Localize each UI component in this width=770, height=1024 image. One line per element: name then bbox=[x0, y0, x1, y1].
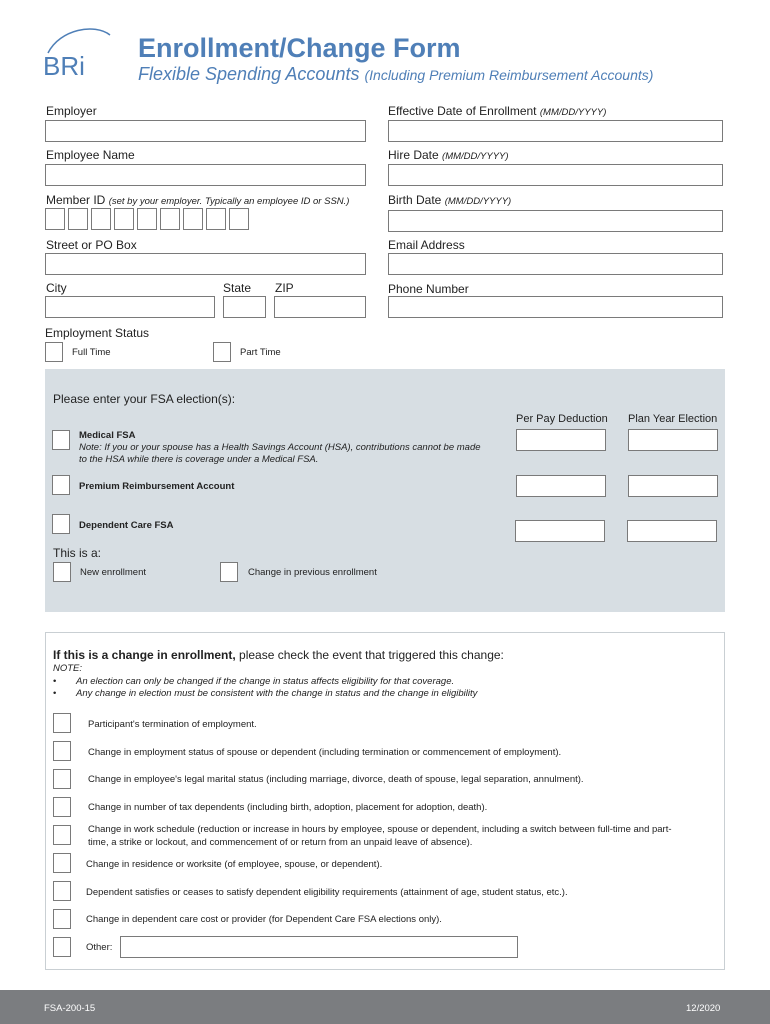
change-previous-checkbox[interactable] bbox=[220, 562, 238, 582]
dependent-care-label: Dependent Care FSA bbox=[79, 520, 174, 531]
employment-status-label: Employment Status bbox=[45, 326, 150, 340]
note-bullet-1: • bbox=[53, 676, 57, 687]
medical-per-pay-input[interactable] bbox=[516, 429, 606, 451]
street-label: Street or PO Box bbox=[46, 238, 137, 252]
medical-fsa-checkbox[interactable] bbox=[52, 430, 70, 450]
hire-date-input[interactable] bbox=[388, 164, 723, 186]
full-time-label: Full Time bbox=[72, 347, 111, 358]
birth-date-label: Birth Date (MM/DD/YYYY) bbox=[388, 193, 512, 207]
new-enrollment-label: New enrollment bbox=[80, 567, 146, 578]
event-termination-label: Participant's termination of employment. bbox=[88, 719, 257, 730]
employee-name-input[interactable] bbox=[45, 164, 366, 186]
note-bullet-2: • bbox=[53, 688, 57, 699]
event-residence-checkbox[interactable] bbox=[53, 853, 71, 873]
street-input[interactable] bbox=[45, 253, 366, 275]
logo-swoosh bbox=[40, 25, 120, 85]
event-residence-label: Change in residence or worksite (of employee, spouse, or dependent). bbox=[86, 859, 383, 870]
email-input[interactable] bbox=[388, 253, 723, 275]
new-enrollment-checkbox[interactable] bbox=[53, 562, 71, 582]
effective-date-input[interactable] bbox=[388, 120, 723, 142]
note-label: NOTE: bbox=[53, 663, 83, 674]
dependent-per-pay-input[interactable] bbox=[515, 520, 605, 542]
state-label: State bbox=[223, 281, 252, 295]
event-marital-status-checkbox[interactable] bbox=[53, 769, 71, 789]
part-time-label: Part Time bbox=[240, 347, 281, 358]
premium-reimbursement-label: Premium Reimbursement Account bbox=[79, 481, 235, 492]
member-id-digit[interactable] bbox=[45, 208, 65, 230]
event-dependent-care-cost-checkbox[interactable] bbox=[53, 909, 71, 929]
event-termination-checkbox[interactable] bbox=[53, 713, 71, 733]
this-is-a-label: This is a: bbox=[53, 546, 102, 560]
medical-fsa-label: Medical FSA bbox=[79, 430, 136, 441]
dependent-care-checkbox[interactable] bbox=[52, 514, 70, 534]
member-id-label: Member ID (set by your employer. Typically an employee ID or SSN.) bbox=[46, 193, 350, 207]
event-employment-status-label: Change in employment status of spouse or dependent (including termination or commencement of employment). bbox=[88, 747, 562, 758]
birth-date-input[interactable] bbox=[388, 210, 723, 232]
zip-label: ZIP bbox=[275, 281, 294, 295]
event-other-checkbox[interactable] bbox=[53, 937, 71, 957]
full-time-checkbox[interactable] bbox=[45, 342, 63, 362]
event-other-label: Other: bbox=[86, 942, 113, 953]
phone-input[interactable] bbox=[388, 296, 723, 318]
city-input[interactable] bbox=[45, 296, 215, 318]
event-tax-dependents-checkbox[interactable] bbox=[53, 797, 71, 817]
change-previous-label: Change in previous enrollment bbox=[248, 567, 377, 578]
employer-label: Employer bbox=[46, 104, 97, 118]
event-dependent-eligibility-label: Dependent satisfies or ceases to satisfy dependent eligibility requirements (attainment of age, student status, etc.). bbox=[86, 887, 568, 898]
form-id: FSA-200-15 bbox=[44, 1003, 96, 1014]
email-label: Email Address bbox=[388, 238, 465, 252]
medical-fsa-note-1: Note: If you or your spouse has a Health Savings Account (HSA), contributions cannot be made bbox=[79, 442, 481, 453]
subtitle-paren: (Including Premium Reimbursement Accounts) bbox=[364, 67, 654, 83]
member-id-digit[interactable] bbox=[68, 208, 88, 230]
city-label: City bbox=[46, 281, 67, 295]
employee-name-label: Employee Name bbox=[46, 148, 135, 162]
employer-input[interactable] bbox=[45, 120, 366, 142]
subtitle-main: Flexible Spending Accounts bbox=[138, 64, 360, 84]
medical-plan-year-input[interactable] bbox=[628, 429, 718, 451]
event-tax-dependents-label: Change in number of tax dependents (including birth, adoption, placement for adoption, death). bbox=[88, 802, 488, 813]
premium-reimbursement-checkbox[interactable] bbox=[52, 475, 70, 495]
note-1: An election can only be changed if the change in status affects eligibility for that coverage. bbox=[76, 676, 455, 687]
note-2: Any change in election must be consistent with the change in status and the change in eligibility bbox=[76, 688, 478, 699]
part-time-checkbox[interactable] bbox=[213, 342, 231, 362]
plan-year-header: Plan Year Election bbox=[628, 413, 718, 425]
logo-text: BRi bbox=[43, 51, 85, 81]
member-id-digit[interactable] bbox=[114, 208, 134, 230]
event-other-input[interactable] bbox=[120, 936, 518, 958]
state-input[interactable] bbox=[223, 296, 266, 318]
medical-fsa-note-2: to the HSA while there is coverage under a Medical FSA. bbox=[79, 454, 319, 465]
form-subtitle bbox=[138, 64, 653, 85]
form-date: 12/2020 bbox=[686, 1003, 721, 1014]
footer-bar bbox=[0, 990, 770, 1024]
member-id-digit[interactable] bbox=[229, 208, 249, 230]
member-id-digit[interactable] bbox=[206, 208, 226, 230]
hire-date-label: Hire Date (MM/DD/YYYY) bbox=[388, 148, 509, 162]
event-employment-status-checkbox[interactable] bbox=[53, 741, 71, 761]
event-work-schedule-label-2: time, a strike or lockout, and commencement of or return from an unpaid leave of absence). bbox=[88, 837, 473, 848]
event-dependent-eligibility-checkbox[interactable] bbox=[53, 881, 71, 901]
per-pay-header: Per Pay Deduction bbox=[516, 413, 608, 425]
event-dependent-care-cost-label: Change in dependent care cost or provider (for Dependent Care FSA elections only). bbox=[86, 914, 442, 925]
phone-label: Phone Number bbox=[388, 282, 469, 296]
member-id-digit[interactable] bbox=[91, 208, 111, 230]
member-id-digit[interactable] bbox=[183, 208, 203, 230]
bri-logo bbox=[40, 25, 120, 85]
form-title: Enrollment/Change Form bbox=[138, 33, 461, 63]
zip-input[interactable] bbox=[274, 296, 366, 318]
event-marital-status-label: Change in employee's legal marital status (including marriage, divorce, death of spouse, legal separation, annulment). bbox=[88, 774, 584, 785]
dependent-plan-year-input[interactable] bbox=[627, 520, 717, 542]
member-id-digit[interactable] bbox=[160, 208, 180, 230]
change-heading: If this is a change in enrollment, please check the event that triggered this change: bbox=[53, 648, 504, 662]
premium-per-pay-input[interactable] bbox=[516, 475, 606, 497]
premium-plan-year-input[interactable] bbox=[628, 475, 718, 497]
effective-date-label: Effective Date of Enrollment (MM/DD/YYYY) bbox=[388, 104, 607, 118]
fsa-heading: Please enter your FSA election(s): bbox=[53, 392, 236, 406]
event-work-schedule-label-1: Change in work schedule (reduction or increase in hours by employee, spouse or dependent, including a switch between full-time and part- bbox=[88, 824, 672, 835]
member-id-digit[interactable] bbox=[137, 208, 157, 230]
event-work-schedule-checkbox[interactable] bbox=[53, 825, 71, 845]
